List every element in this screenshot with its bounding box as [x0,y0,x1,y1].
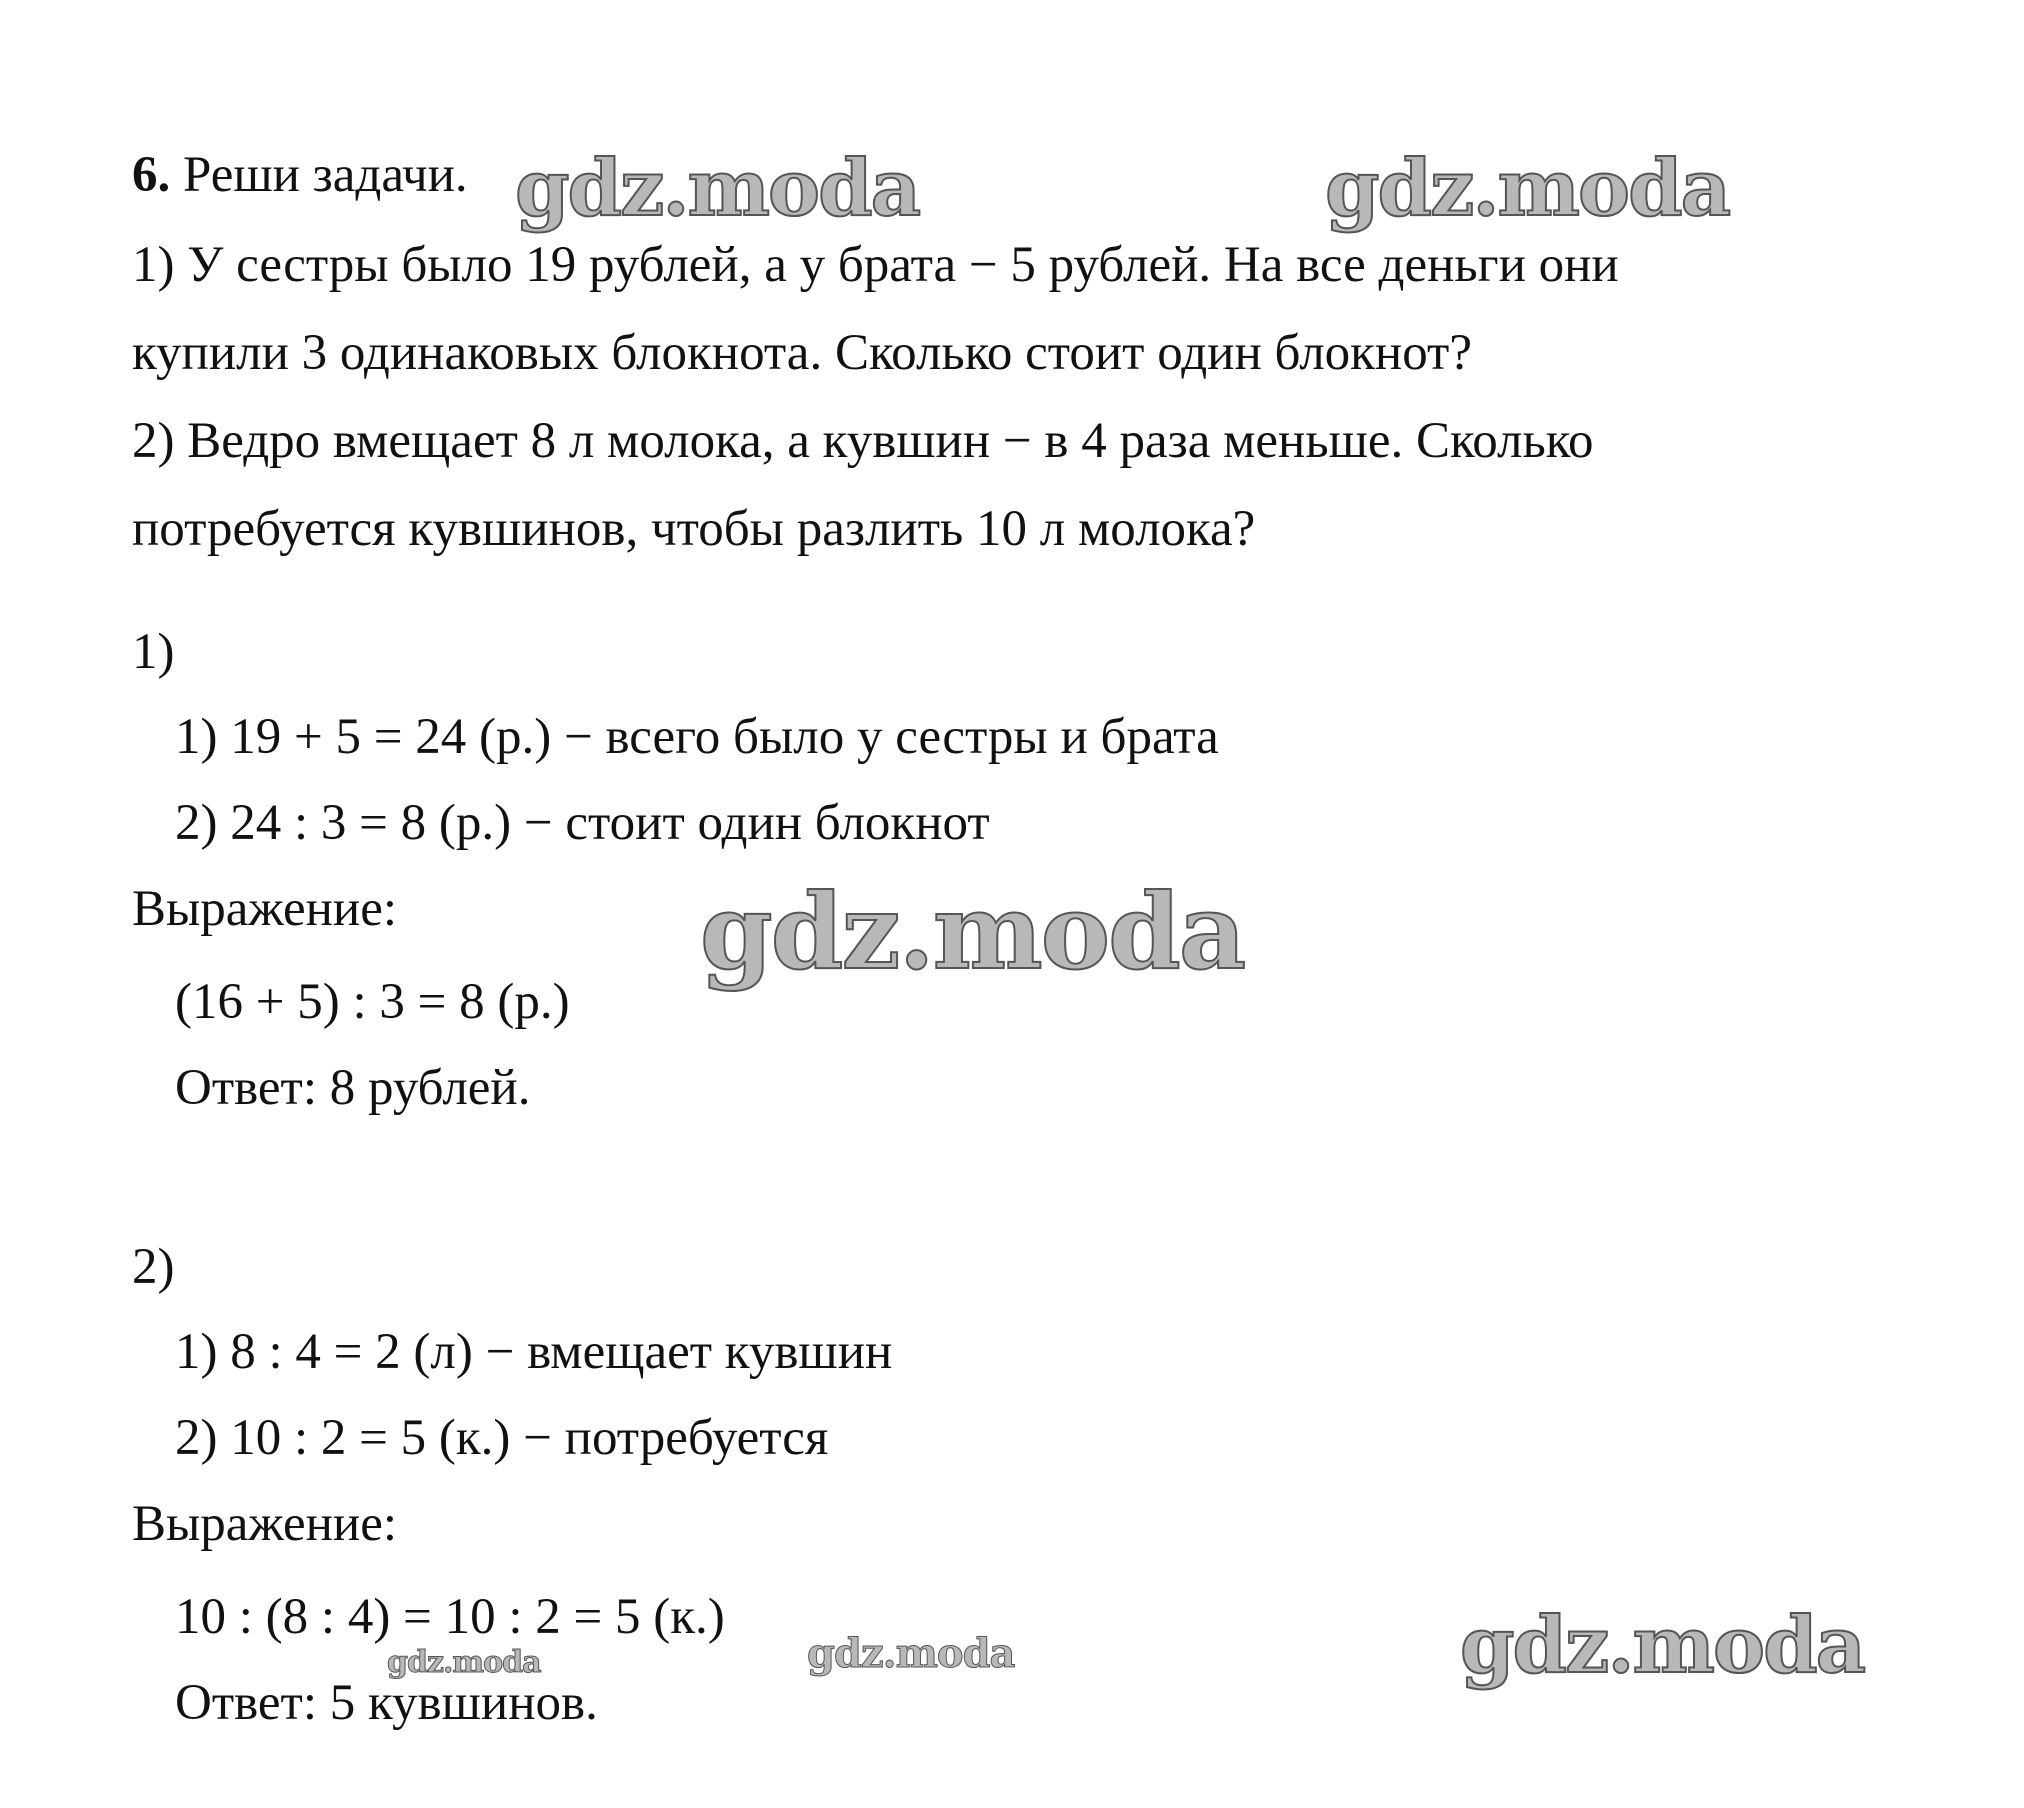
solution2-step2: 2) 10 : 2 = 5 (к.) − потребуется [175,1410,829,1466]
problem2-line2: потребуется кувшинов, чтобы разлить 10 л молока? [132,501,1256,557]
watermark-logo: gdz.moda [515,143,920,234]
solution1-expression: (16 + 5) : 3 = 8 (р.) [175,974,570,1030]
solution2-expression: 10 : (8 : 4) = 10 : 2 = 5 (к.) [175,1589,725,1645]
solution1-label: 1) [132,624,175,680]
solution1-expression-label: Выражение: [132,881,398,937]
task-number: 6. [132,147,171,203]
solution1-step1: 1) 19 + 5 = 24 (р.) − всего было у сестры и брата [175,709,1219,765]
problem2-line1: 2) Ведро вмещает 8 л молока, а кувшин − в 4 раза меньше. Сколько [132,413,1594,469]
solution1-step2: 2) 24 : 3 = 8 (р.) − стоит один блокнот [175,795,990,851]
problem1-line2: купили 3 одинаковых блокнота. Сколько стоит один блокнот? [132,325,1472,381]
solution1-answer: Ответ: 8 рублей. [175,1060,531,1116]
task-title: Реши задачи. [183,147,468,203]
watermark-logo: gdz.moda [807,1630,1015,1677]
solution2-label: 2) [132,1239,175,1295]
watermark-logo: gdz.moda [1325,143,1730,234]
solution2-step1: 1) 8 : 4 = 2 (л) − вмещает кувшин [175,1324,893,1380]
watermark-logo: gdz.moda [1460,1600,1865,1691]
task-heading [132,145,468,205]
solution2-answer: Ответ: 5 кувшинов. [175,1675,598,1731]
watermark-logo: gdz.moda [387,1645,541,1680]
problem1-line1: 1) У сестры было 19 рублей, а у брата − 5 рублей. На все деньги они [132,237,1619,293]
solution2-expression-label: Выражение: [132,1496,398,1552]
watermark-logo: gdz.moda [700,870,1245,993]
